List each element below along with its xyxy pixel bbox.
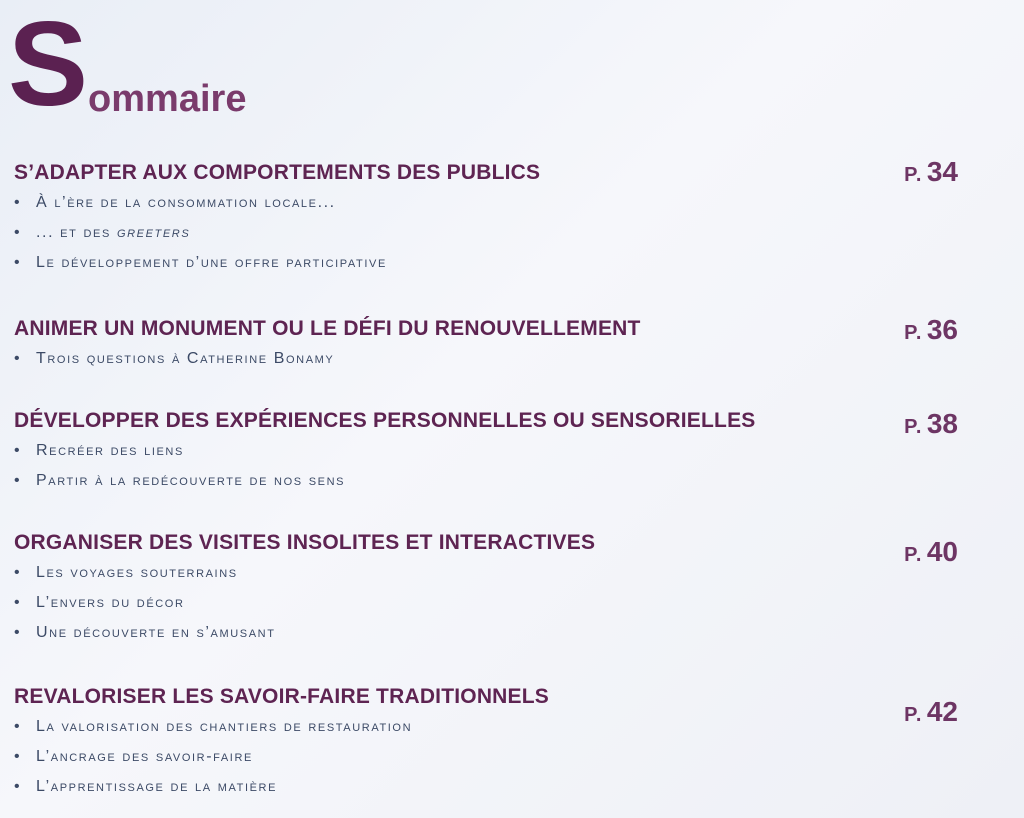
- page-reference: [904, 408, 958, 440]
- list-item: [14, 188, 1004, 218]
- page-prefix: P.: [904, 704, 923, 726]
- bullet-icon: •: [14, 442, 22, 459]
- list-item-label: Les voyages souterrains: [36, 564, 238, 581]
- list-item: [14, 466, 1004, 496]
- bullet-icon: •: [14, 350, 22, 367]
- toc-section: [14, 406, 1004, 496]
- page-reference: [904, 696, 958, 728]
- bullet-icon: •: [14, 594, 22, 611]
- list-item-label: Recréer des liens: [36, 442, 184, 459]
- list-item: [14, 248, 1004, 278]
- list-item-label: La valorisation des chantiers de restauration: [36, 718, 413, 735]
- bullet-icon: •: [14, 718, 22, 735]
- page-number: 42: [926, 696, 958, 727]
- list-item: [14, 712, 1004, 742]
- bullet-icon: •: [14, 624, 22, 641]
- toc-section: [14, 682, 1004, 802]
- section-items: [14, 712, 1004, 802]
- list-item-label: Trois questions à Catherine Bonamy: [36, 350, 335, 367]
- page-number: 38: [926, 408, 958, 439]
- page-prefix: P.: [904, 544, 923, 566]
- list-item: [14, 344, 1004, 374]
- page-number: 34: [926, 156, 958, 187]
- page-prefix: P.: [904, 416, 923, 438]
- list-item-label: L’apprentissage de la matière: [36, 778, 278, 795]
- list-item: [14, 618, 1004, 648]
- section-items: [14, 188, 1004, 278]
- page-reference: [904, 314, 958, 346]
- section-items: [14, 344, 1004, 374]
- list-item: [14, 772, 1004, 802]
- section-heading: S’ADAPTER AUX COMPORTEMENTS DES PUBLICS: [14, 161, 541, 184]
- bullet-icon: •: [14, 254, 22, 271]
- list-item: [14, 436, 1004, 466]
- list-item-label: Partir à la redécouverte de nos sens: [36, 472, 346, 489]
- list-item-label: Le développement d’une offre participative: [36, 254, 387, 271]
- title-initial: S: [8, 0, 87, 131]
- page-reference: [904, 536, 958, 568]
- page-prefix: P.: [904, 322, 923, 344]
- list-item-label: L’envers du décor: [36, 594, 185, 611]
- page-title: [8, 0, 247, 131]
- page-number: 36: [926, 314, 958, 345]
- bullet-icon: •: [14, 564, 22, 581]
- list-item-label: À l’ère de la consommation locale...: [36, 194, 336, 211]
- toc-section: [14, 158, 1004, 278]
- section-items: [14, 436, 1004, 496]
- toc-section: [14, 314, 1004, 374]
- list-item-label: ... et des greeters: [36, 224, 191, 241]
- section-heading: ORGANISER DES VISITES INSOLITES ET INTERACTIVES: [14, 531, 596, 554]
- title-rest: ommaire: [88, 78, 247, 120]
- bullet-icon: •: [14, 224, 22, 241]
- bullet-icon: •: [14, 748, 22, 765]
- bullet-icon: •: [14, 778, 22, 795]
- toc-section: [14, 528, 1004, 648]
- list-item-label: L’ancrage des savoir-faire: [36, 748, 253, 765]
- list-item: [14, 742, 1004, 772]
- section-items: [14, 558, 1004, 648]
- list-item-label: Une découverte en s’amusant: [36, 624, 276, 641]
- section-heading: ANIMER UN MONUMENT OU LE DÉFI DU RENOUVELLEMENT: [14, 317, 641, 340]
- section-heading: DÉVELOPPER DES EXPÉRIENCES PERSONNELLES OU SENSORIELLES: [14, 409, 756, 432]
- list-item: [14, 558, 1004, 588]
- list-item: [14, 218, 1004, 248]
- page-number: 40: [926, 536, 958, 567]
- bullet-icon: •: [14, 194, 22, 211]
- page-reference: [904, 156, 958, 188]
- list-item: [14, 588, 1004, 618]
- page-prefix: P.: [904, 164, 923, 186]
- bullet-icon: •: [14, 472, 22, 489]
- section-heading: REVALORISER LES SAVOIR-FAIRE TRADITIONNELS: [14, 685, 549, 708]
